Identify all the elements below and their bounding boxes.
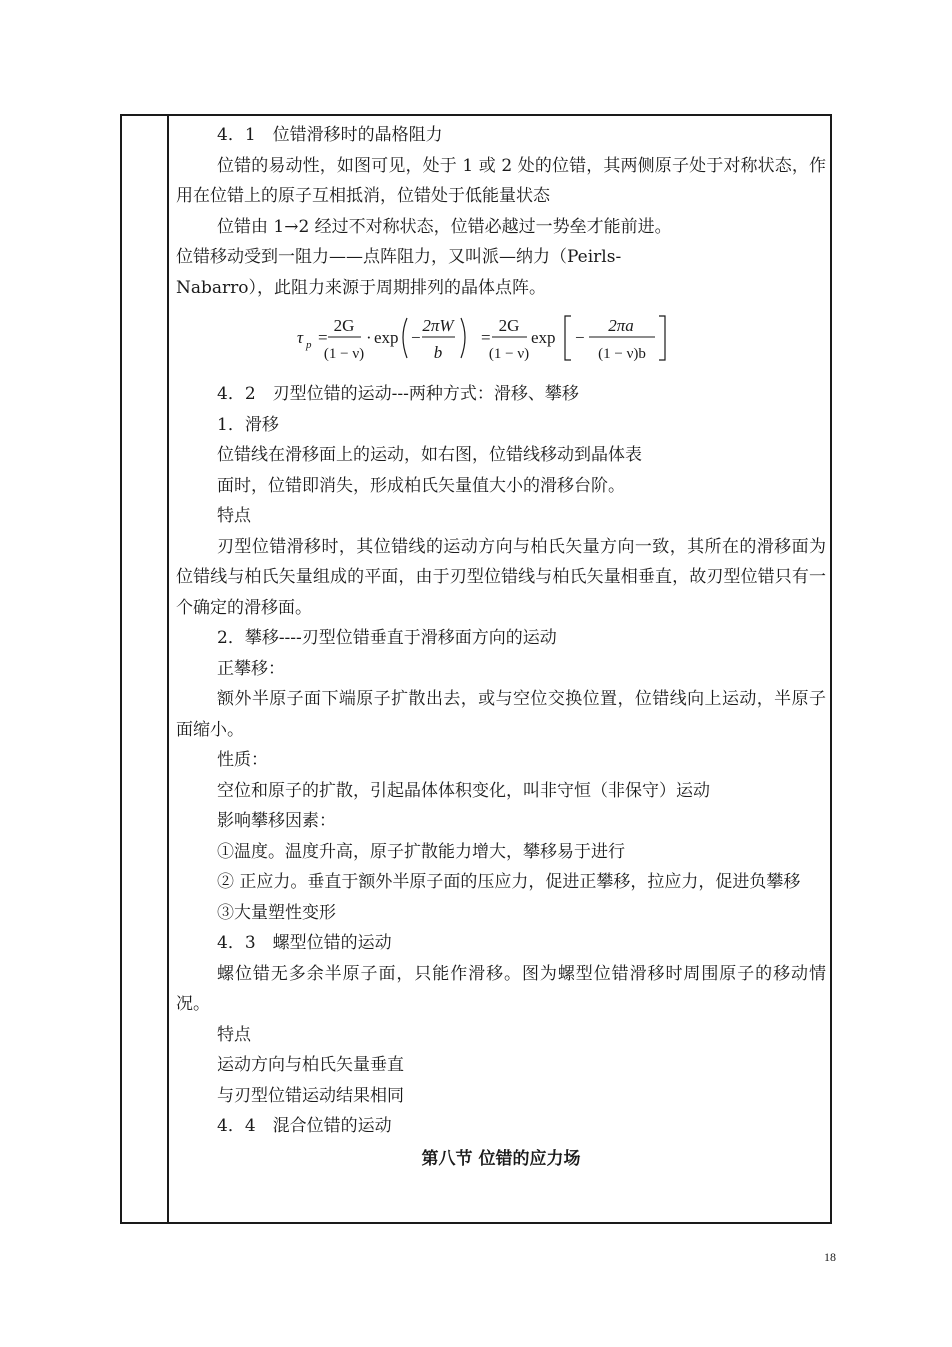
paren-right [461,318,465,358]
paragraph: ③大量塑性变形 [217,902,336,923]
formula-minus-2: − [575,328,585,347]
formula-eq-2: = [481,328,491,347]
formula-exp-2: exp [531,328,556,347]
formula-den-1v-1: (1 − ν) [323,346,365,362]
paragraph: 4．4 混合位错的运动 [217,1116,392,1136]
paragraph: 与刃型位错运动结果相同 [217,1085,404,1106]
paragraph: 位错线在滑移面上的运动，如右图，位错线移动到晶体表 [217,445,642,465]
formula-svg [291,304,711,370]
formula-minus-1: − [411,328,421,347]
paragraph: 面时，位错即消失，形成柏氏矢量值大小的滑移台阶。 [217,475,625,496]
formula-num-2piW: 2πW [422,316,454,335]
formula-den-1vb: (1 − ν)b [598,346,646,362]
content-table [120,114,832,1224]
table-column-divider [167,116,169,1222]
formula-num-2G-2: 2G [498,316,520,335]
formula-dot: · [366,328,372,347]
bracket-left [565,316,571,360]
page-number: 18 [824,1250,836,1264]
paragraph: 4．2 刃型位错的运动---两种方式：滑移、攀移 [217,384,579,404]
paragraph: 空位和原子的扩散，引起晶体体积变化，叫非守恒（非保守）运动 [217,780,710,801]
paragraph: 运动方向与柏氏矢量垂直 [217,1055,404,1075]
paren-left [403,318,407,358]
paragraph-group-intro [176,120,826,303]
formula-exp-1: exp [374,328,399,347]
section-heading: 第八节 位错的应力场 [421,1148,581,1169]
paragraph: 特点 [217,1024,251,1045]
formula-tau: τ [297,328,304,347]
peierls-nabarro-formula [176,303,826,371]
paragraph: Nabarro），此阻力来源于周期排列的晶体点阵。 [176,277,547,298]
formula-sub-p: p [306,339,312,351]
paragraph: 位错由 1→2 经过不对称状态，位错必越过一势垒才能前进。 [217,216,672,237]
paragraph: ② 正应力。垂直于额外半原子面的压应力，促进正攀移，拉应力，促进负攀移 [217,872,801,892]
paragraph: ①温度。温度升高，原子扩散能力增大，攀移易于进行 [217,841,625,862]
paragraph: 性质： [217,750,268,770]
paragraph: 特点 [217,506,251,526]
formula-den-1v-2: (1 − ν) [488,346,530,362]
paragraph: 4．1 位错滑移时的晶格阻力 [217,125,443,145]
paragraph: 刃型位错滑移时，其位错线的运动方向与柏氏矢量方向一致，其所在的滑移面为位错线与柏氏矢量组成的平面，由于刃型位错线与柏氏矢量相垂直，故刃型位错只有一个确定的滑移面。 [176,536,826,618]
paragraph: 额外半原子面下端原子扩散出去，或与空位交换位置，位错线向上运动，半原子面缩小。 [176,689,826,740]
paragraph: 4．3 螺型位错的运动 [217,933,392,953]
formula-eq-1: = [318,328,328,347]
paragraph: 正攀移： [217,658,285,679]
formula-num-2G-1: 2G [333,316,355,335]
paragraph: 位错的易动性，如图可见，处于 1 或 2 处的位错，其两侧原子处于对称状态，作用在位错上的原子互相抵消，位错处于低能量状态 [176,155,826,206]
formula-den-b: b [433,343,443,362]
bracket-right [659,316,665,360]
paragraph: 1．滑移 [217,414,279,435]
paragraph: 2．攀移----刃型位错垂直于滑移面方向的运动 [217,628,557,648]
formula-num-2pia: 2πa [608,316,634,335]
text-cell [176,120,826,1174]
paragraph: 螺位错无多余半原子面，只能作滑移。图为螺型位错滑移时周围原子的移动情况。 [176,963,826,1014]
paragraph: 影响攀移因素： [217,811,336,831]
paragraph-group-motion [176,379,826,1142]
paragraph: 位错移动受到一阻力——点阵阻力，又叫派—纳力（Peirls- [176,247,622,267]
